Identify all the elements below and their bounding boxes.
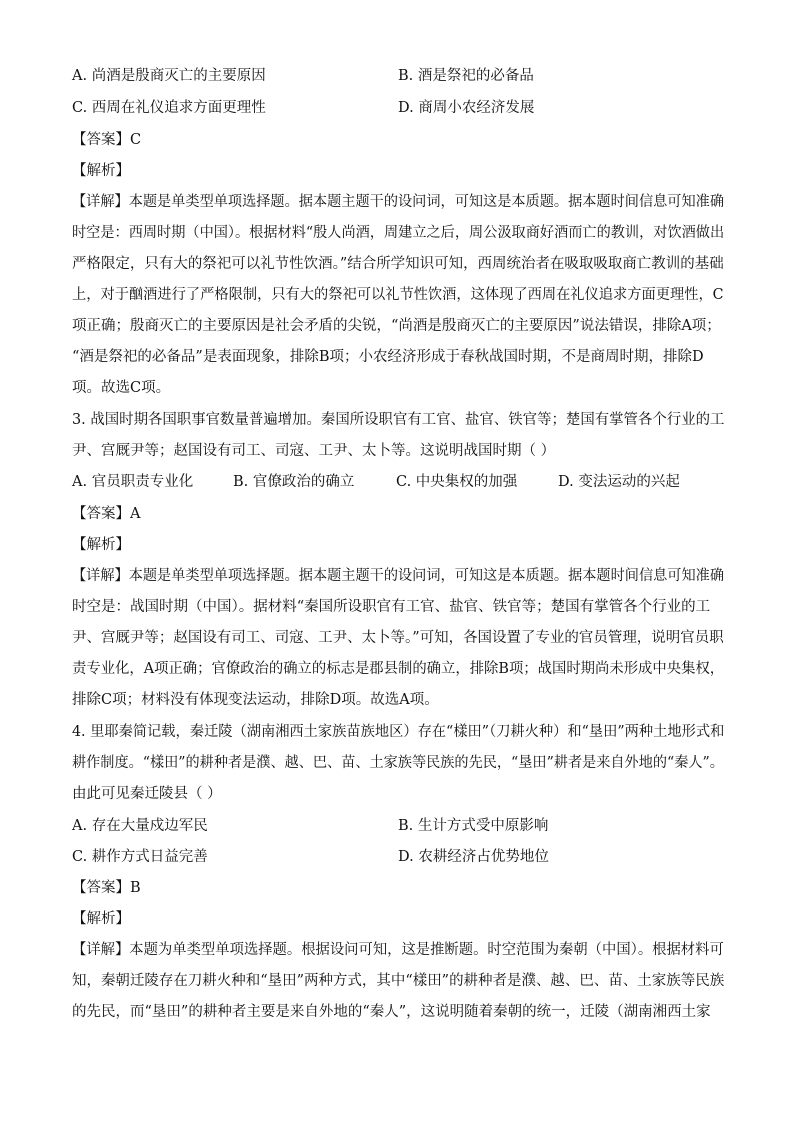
q2-detail-line: “酒是祭祀的必备品”是表面现象，排除B项；小农经济形成于春秋战国时期，不是商周时期，排除D bbox=[72, 349, 704, 365]
q2-detail-line: 时空是：西周时期（中国）。根据材料“殷人尚酒，周建立之后，周公汲取商好酒而亡的教训，对饮酒做出 bbox=[72, 225, 725, 241]
q4-stem-line: 4. 里耶秦简记载，秦迁陵（湖南湘西土家族苗族地区）存在“樣田”（刀耕火种）和“垦田”两种土地形式和 bbox=[72, 724, 725, 740]
q3-analysis-heading: 【解析】 bbox=[72, 537, 130, 553]
q3-stem-line: 尹、宫厩尹等；赵国设有司工、司寇、工尹、太卜等。这说明战国时期（ ） bbox=[72, 443, 556, 459]
q3-answer: 【答案】A bbox=[72, 506, 141, 522]
q4-analysis-heading: 【解析】 bbox=[72, 911, 130, 927]
q4-detail-line: 知，秦朝迁陵存在刀耕火种和“垦田”两种方式，其中“樣田”的耕种者是濮、越、巴、苗、土家族等民族 bbox=[72, 973, 725, 989]
q4-option-a: A. 存在大量戍边军民 bbox=[72, 818, 208, 834]
q3-detail-line: 时空是：战国时期（中国）。据材料“秦国所设职官有工官、盐官、铁官等；楚国有掌管各个行业的工 bbox=[72, 599, 711, 615]
q2-option-c: C. 西周在礼仪追求方面更理性 bbox=[72, 100, 266, 116]
q4-detail-line: 【详解】本题为单类型单项选择题。根据设问可知，这是推断题。时空范围为秦朝（中国）。根据材料可 bbox=[72, 942, 724, 958]
q4-answer: 【答案】B bbox=[72, 880, 141, 896]
q3-detail-line: 【详解】本题是单类型单项选择题。据本题主题干的设问词，可知这是本质题。据本题时间信息可知准确 bbox=[72, 568, 724, 584]
q2-option-a: A. 尚酒是殷商灭亡的主要原因 bbox=[72, 68, 266, 84]
q3-detail-line: 责专业化，A项正确；官僚政治的确立的标志是郡县制的确立，排除B项；战国时期尚未形成中央集权， bbox=[72, 661, 725, 677]
q2-option-b: B. 酒是祭祀的必备品 bbox=[398, 68, 534, 84]
q2-detail-line: 严格限定，只有大的祭祀可以礼节性饮酒。”结合所学知识可知，西周统治者在吸取吸取商亡教训的基础 bbox=[72, 256, 724, 272]
q4-option-d: D. 农耕经济占优势地位 bbox=[398, 849, 549, 865]
q3-option-d: D. 变法运动的兴起 bbox=[558, 474, 680, 490]
q2-analysis-heading: 【解析】 bbox=[72, 163, 130, 179]
q3-detail-line: 尹、宫厩尹等；赵国设有司工、司寇、工尹、太卜等。”可知，各国设置了专业的官员管理，说明官员职 bbox=[72, 630, 724, 646]
q4-stem-line: 由此可见秦迁陵县（ ） bbox=[72, 786, 222, 802]
q3-option-b: B. 官僚政治的确立 bbox=[233, 474, 355, 490]
q3-stem-line: 3. 战国时期各国职事官数量普遍增加。秦国所设职官有工官、盐官、铁官等；楚国有掌管各个行业的工 bbox=[72, 412, 725, 428]
q2-answer: 【答案】C bbox=[72, 132, 142, 148]
q4-stem-line: 耕作制度。“樣田”的耕种者是濮、越、巴、苗、土家族等民族的先民，“垦田”耕者是来自外地的“秦人”。 bbox=[72, 755, 724, 771]
q4-option-b: B. 生计方式受中原影响 bbox=[398, 818, 549, 834]
q2-detail-line: 【详解】本题是单类型单项选择题。据本题主题干的设问词，可知这是本质题。据本题时间信息可知准确 bbox=[72, 194, 724, 210]
q4-detail-line: 的先民，而“垦田”的耕种者主要是来自外地的“秦人”，这说明随着秦朝的统一，迁陵（湖南湘西土家 bbox=[72, 1004, 711, 1020]
q2-detail-line: 项正确；殷商灭亡的主要原因是社会矛盾的尖锐，“尚酒是殷商灭亡的主要原因”说法错误，排除A项； bbox=[72, 318, 721, 334]
q2-option-d: D. 商周小农经济发展 bbox=[398, 100, 535, 116]
q4-option-c: C. 耕作方式日益完善 bbox=[72, 849, 208, 865]
q3-detail-line: 排除C项；材料没有体现变法运动，排除D项。故选A项。 bbox=[72, 692, 439, 708]
q3-option-a: A. 官员职责专业化 bbox=[72, 474, 194, 490]
q2-detail-line: 上，对于酗酒进行了严格限制，只有大的祭祀可以礼节性饮酒，这体现了西周在礼仪追求方面更理性，C bbox=[72, 287, 724, 303]
q2-detail-line: 项。故选C项。 bbox=[72, 380, 171, 396]
q3-option-c: C. 中央集权的加强 bbox=[396, 474, 518, 490]
